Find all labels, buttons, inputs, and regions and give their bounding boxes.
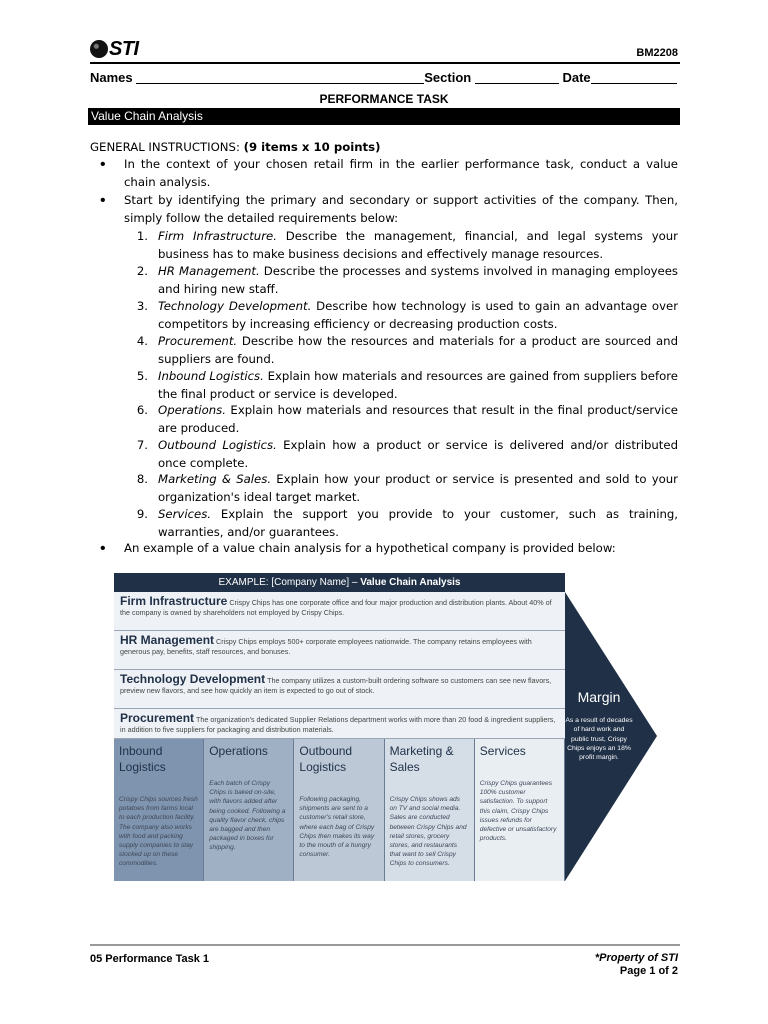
requirement-number: 6. xyxy=(136,403,148,417)
requirement-term: Outbound Logistics. xyxy=(158,438,277,452)
primary-activity-text: Crispy Chips guarantees 100% customer satisfaction. To support this claim, Crispy Chips issues refunds for defective or unsatisfactory products. xyxy=(479,780,557,843)
requirement-term: Procurement. xyxy=(158,334,238,348)
requirement-text xyxy=(158,402,678,437)
section-label: Section xyxy=(424,70,472,85)
requirement-desc: Explain the support you provide to your customer, such as training, warranties, and/or guarantees. xyxy=(158,507,678,539)
requirement-desc: Explain how materials and resources that result in the final product/service are produced. xyxy=(158,403,678,435)
requirement-term: HR Management. xyxy=(158,264,260,278)
bullet-text: Start by identifying the primary and secondary or support activities of the company. Then, simply follow the detailed requirements below: xyxy=(124,193,678,225)
support-activity-row xyxy=(114,592,565,631)
support-activity-title: HR Management xyxy=(120,633,215,647)
bullet-dot: • xyxy=(100,540,106,557)
names-blank xyxy=(136,71,424,84)
header-rule xyxy=(90,62,680,64)
requirement-desc: Describe how the resources and materials for a product are sourced and suppliers are found. xyxy=(158,334,678,366)
primary-activities xyxy=(114,739,565,881)
primary-activity-title: Marketing & Sales xyxy=(389,744,454,774)
support-activity-row xyxy=(114,709,565,739)
requirement-desc: Explain how materials and resources are gained from suppliers before the final product or service is developed. xyxy=(158,369,678,401)
requirement-number: 2. xyxy=(136,264,148,278)
support-activity-title: Procurement xyxy=(120,711,195,725)
requirement-desc: Describe the processes and systems involved in managing employees and hiring new staff. xyxy=(158,264,678,296)
date-label: Date xyxy=(562,70,591,85)
instructions-label: GENERAL INSTRUCTIONS: xyxy=(90,140,240,154)
names-label: Names xyxy=(90,70,133,85)
requirement-term: Operations. xyxy=(158,403,226,417)
requirement-number: 7. xyxy=(136,438,148,452)
primary-activity-title: Services xyxy=(479,744,526,758)
value-chain-diagram xyxy=(114,573,657,881)
primary-activity-text: Each batch of Crispy Chips is baked on-site, with flavors added after being cooked. Following a quality flavor check, chips are bagged and then packaged in boxes for shipping. xyxy=(209,780,286,852)
requirement-text xyxy=(158,471,678,506)
support-activity-row xyxy=(114,670,565,709)
primary-activity-title: Outbound Logistics xyxy=(299,744,353,774)
support-activity-title: Technology Development xyxy=(120,672,266,686)
requirement-text xyxy=(158,228,678,263)
primary-activity-column xyxy=(385,739,475,881)
margin-text: As a result of decades of hard work and public trust, Crispy Chips enjoys an 18% profit margin. xyxy=(565,717,633,762)
general-instructions xyxy=(90,139,678,157)
bullet-text: In the context of your chosen retail firm in the earlier performance task, conduct a value chain analysis. xyxy=(124,157,678,189)
requirement-term: Inbound Logistics. xyxy=(158,369,264,383)
requirement-term: Marketing & Sales. xyxy=(158,472,272,486)
support-activity-title: Firm Infrastructure xyxy=(120,594,228,608)
support-activity-text: Crispy Chips employs 500+ corporate employees nationwide. The company retains employees with generous pay, benefits, staff resources, and bonuses. xyxy=(120,637,532,656)
requirement-term: Firm Infrastructure. xyxy=(158,229,277,243)
margin-title: Margin xyxy=(577,689,621,705)
instructions-points: (9 items x 10 points) xyxy=(243,140,381,154)
footer-page-number: Page 1 of 2 xyxy=(619,965,678,977)
primary-activity-text: Following packaging, shipments are sent to a customer's retail store, where each bag of Crispy Chips then makes its way to the mouth of a hungry consumer. xyxy=(299,796,375,859)
primary-activity-column xyxy=(475,739,565,881)
requirement-number: 3. xyxy=(136,299,148,313)
requirement-number: 8. xyxy=(136,472,148,486)
primary-activity-title: Inbound Logistics xyxy=(119,744,166,774)
requirement-number: 1. xyxy=(136,229,148,243)
bullet-text: An example of a value chain analysis for a hypothetical company is provided below: xyxy=(124,541,616,555)
requirement-text xyxy=(158,437,678,472)
primary-activity-column xyxy=(294,739,384,881)
footer-property: *Property of STI xyxy=(594,952,678,964)
section-title-bar: Value Chain Analysis xyxy=(88,108,680,125)
requirement-number: 4. xyxy=(136,334,148,348)
support-activity-text: The organization's dedicated Supplier Relations department works with more than 20 food & ingredient suppliers, in addition to five suppliers for packaging and distribution materials. xyxy=(120,715,556,734)
student-info-line xyxy=(90,70,680,85)
section-blank xyxy=(475,71,559,84)
requirement-text xyxy=(158,263,678,298)
sti-logo xyxy=(90,38,139,61)
performance-task-title: PERFORMANCE TASK xyxy=(319,92,449,106)
support-activity-text: Crispy Chips has one corporate office and four major production and distribution plants. About 40% of the company is owned by shareholders not employed by Crispy Chips. xyxy=(120,598,552,617)
requirement-number: 9. xyxy=(136,507,148,521)
requirement-text xyxy=(158,298,678,333)
diagram-header-bold: Value Chain Analysis xyxy=(360,577,461,588)
requirement-text xyxy=(158,368,678,403)
diagram-header-prefix: EXAMPLE: [Company Name] – xyxy=(218,577,361,588)
support-activity-text: The company utilizes a custom-built ordering software so customers can see new flavors, preview new flavors, and see how quickly an item is expected to go out of stock. xyxy=(120,676,552,695)
primary-activity-title: Operations xyxy=(209,744,268,758)
bullet-dot: • xyxy=(100,192,106,209)
diagram-header xyxy=(114,573,565,592)
primary-activity-text: Crispy Chips shows ads on TV and social media. Sales are conducted between Crispy Chips and retail stores, grocery stores, and restaurants that want to sell Crispy Chips to consumers. xyxy=(389,796,467,868)
support-activity-row xyxy=(114,631,565,670)
requirement-term: Services. xyxy=(158,507,211,521)
footer-left: 05 Performance Task 1 xyxy=(90,953,210,965)
document-code: BM2208 xyxy=(636,47,678,59)
logo-text: STI xyxy=(109,38,139,60)
requirement-desc: Explain how your product or service is presented and sold to your organization's ideal target market. xyxy=(158,472,678,504)
requirement-text xyxy=(158,333,678,368)
primary-activity-text: Crispy Chips sources fresh potatoes from farms local to each production facility. The company also works with food and packing supply companies to stay stocked up on these commodities. xyxy=(119,796,198,868)
primary-activity-column xyxy=(204,739,294,881)
requirement-number: 5. xyxy=(136,369,148,383)
date-blank xyxy=(591,71,677,84)
requirement-desc: Explain how a product or service is delivered and/or distributed once complete. xyxy=(158,438,679,470)
requirement-desc: Describe the management, financial, and legal systems your business has to make business decisions and effectively manage resources. xyxy=(158,229,678,261)
globe-icon xyxy=(90,40,108,58)
footer-rule xyxy=(90,944,680,946)
requirement-term: Technology Development. xyxy=(158,299,312,313)
primary-activity-column xyxy=(114,739,204,881)
requirement-text xyxy=(158,506,678,541)
requirement-desc: Describe how technology is used to gain an advantage over competitors by increasing efficiency or decreasing production costs. xyxy=(158,299,678,331)
bullet-dot: • xyxy=(100,156,106,173)
